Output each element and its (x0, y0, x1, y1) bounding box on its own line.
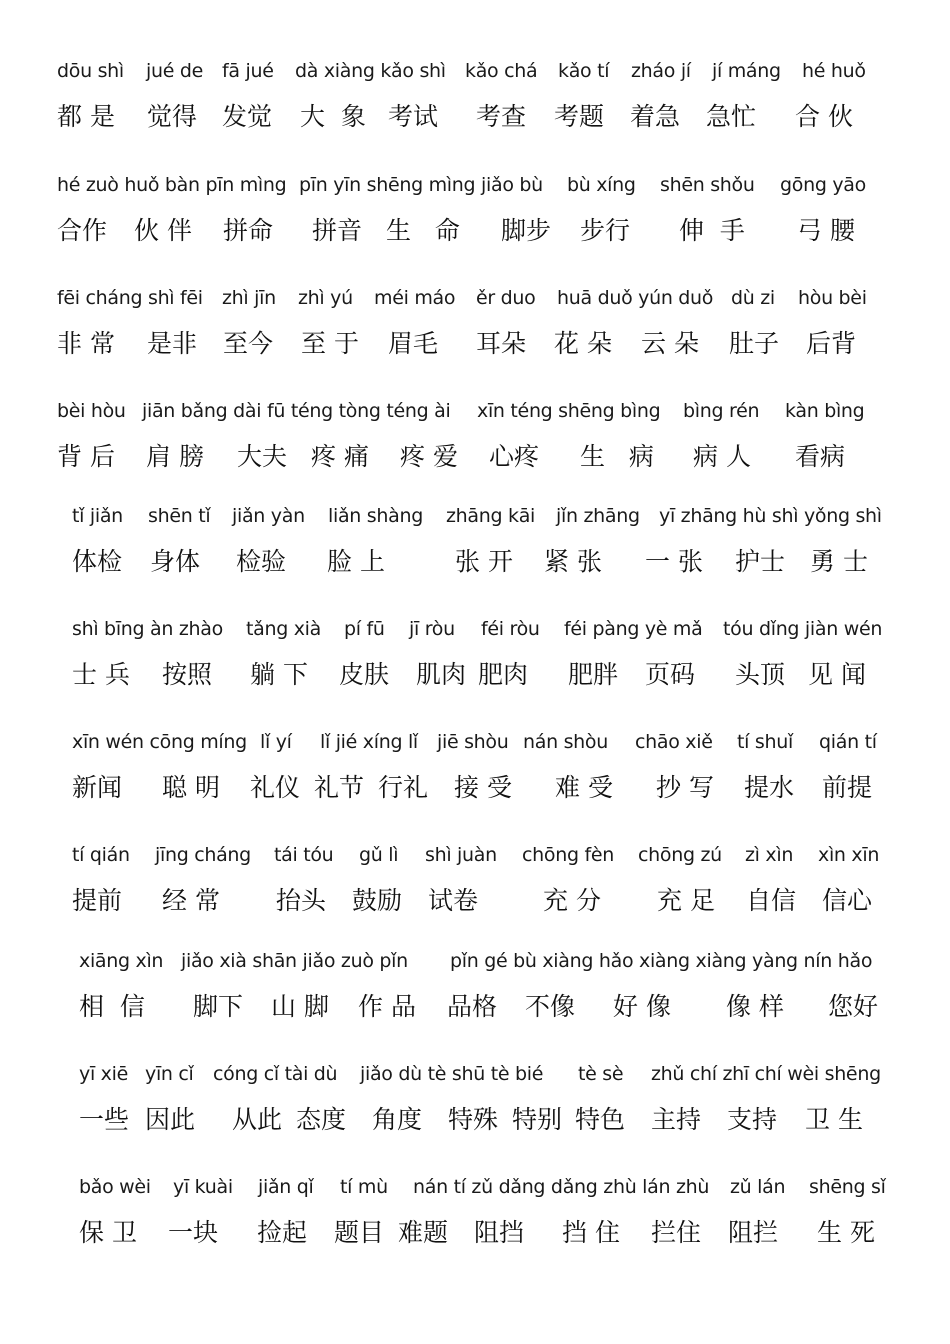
pinyin-text: gǔ lì (359, 844, 399, 866)
hanzi-word: 伸 手 (679, 216, 745, 245)
hanzi-word: 题目 (334, 1218, 385, 1247)
hanzi-word: 脚步 (501, 216, 552, 245)
word-row (0, 285, 950, 381)
pinyin-text: pīn yīn shēng mìng jiǎo bù (299, 174, 543, 196)
pinyin-text: zhǔ chí zhī chí wèi shēng (651, 1063, 881, 1085)
hanzi-word: 张 开 (455, 547, 513, 576)
pinyin-text: bǎo wèi (79, 1176, 151, 1198)
hanzi-word: 支持 (727, 1105, 778, 1134)
hanzi-word: 检验 (236, 547, 287, 576)
hanzi-word: 看病 (795, 442, 846, 471)
hanzi-word: 难题 (398, 1218, 449, 1247)
pinyin-text: féi pàng yè mǎ (564, 618, 703, 640)
hanzi-word: 礼仪 (250, 773, 301, 802)
hanzi-word: 卫 生 (805, 1105, 863, 1134)
hanzi-word: 身体 (150, 547, 201, 576)
hanzi-word: 肌肉 (416, 660, 467, 689)
pinyin-text: zì xìn (745, 844, 794, 866)
hanzi-word: 急忙 (706, 102, 757, 131)
hanzi-word: 态度 (296, 1105, 347, 1134)
hanzi-word: 难 受 (555, 773, 613, 802)
pinyin-text: yī zhāng hù shì yǒng shì (659, 505, 882, 527)
hanzi-word: 花 朵 (554, 329, 612, 358)
hanzi-word: 作 品 (358, 992, 416, 1021)
hanzi-word: 拦住 (651, 1218, 702, 1247)
pinyin-text: bìng rén (683, 400, 760, 422)
pinyin-text: méi máo (374, 287, 456, 309)
pinyin-text: pǐn gé bù xiàng hǎo xiàng xiàng yàng nín hǎo (450, 950, 873, 972)
hanzi-word: 生 死 (817, 1218, 875, 1247)
hanzi-word: 勇 士 (810, 547, 868, 576)
hanzi-word: 特别 (512, 1105, 563, 1134)
hanzi-word: 生 命 (386, 216, 460, 245)
pinyin-text: fā jué (222, 60, 274, 82)
hanzi-word: 疼 爱 (400, 442, 458, 471)
hanzi-word: 您好 (828, 992, 879, 1021)
pinyin-text: jué de (146, 60, 203, 82)
pinyin-text: qián tí (819, 731, 877, 753)
pinyin-text: shì bīng àn zhào (72, 618, 223, 640)
hanzi-word: 像 样 (726, 992, 784, 1021)
hanzi-word: 士 兵 (72, 660, 130, 689)
hanzi-word: 按照 (162, 660, 213, 689)
word-row (0, 948, 950, 1044)
pinyin-text: zǔ lán (730, 1176, 786, 1198)
pinyin-text: pí fū (344, 618, 385, 640)
hanzi-word: 考查 (476, 102, 527, 131)
pinyin-text: lǐ yí (260, 731, 292, 753)
hanzi-word: 捡起 (257, 1218, 308, 1247)
pinyin-text: tái tóu (274, 844, 334, 866)
pinyin-text: tí qián (72, 844, 130, 866)
hanzi-word: 因此 (145, 1105, 196, 1134)
hanzi-word: 伙 伴 (134, 216, 192, 245)
hanzi-word: 弓 腰 (797, 216, 855, 245)
pinyin-text: kǎo chá (465, 60, 538, 82)
hanzi-word: 考试 (388, 102, 439, 131)
hanzi-word: 自信 (746, 886, 797, 915)
word-row (0, 58, 950, 154)
hanzi-word: 前提 (822, 773, 873, 802)
pinyin-text: ěr duo (476, 287, 536, 309)
hanzi-word: 脚下 (193, 992, 244, 1021)
hanzi-word: 肩 膀 (146, 442, 204, 471)
hanzi-word: 至今 (223, 329, 274, 358)
pinyin-text: jīng cháng (155, 844, 251, 866)
pinyin-text: tí mù (340, 1176, 388, 1198)
hanzi-word: 生 病 (580, 442, 654, 471)
hanzi-word: 合作 (57, 216, 108, 245)
hanzi-word: 肚子 (729, 329, 780, 358)
word-row (0, 503, 950, 599)
word-row (0, 1061, 950, 1157)
pinyin-text: bèi hòu (57, 400, 126, 422)
pinyin-text: jiān bǎng dài fū téng tòng téng ài (142, 400, 451, 422)
hanzi-word: 都 是 (57, 102, 115, 131)
hanzi-word: 背 后 (57, 442, 115, 471)
pinyin-text: hòu bèi (798, 287, 867, 309)
word-row (0, 398, 950, 494)
hanzi-word: 皮肤 (339, 660, 390, 689)
pinyin-text: tǐ jiǎn (72, 505, 123, 527)
hanzi-word: 体检 (72, 547, 123, 576)
pinyin-text: zhāng kāi (446, 505, 536, 527)
hanzi-word: 抬头 (276, 886, 327, 915)
hanzi-word: 后背 (806, 329, 857, 358)
hanzi-word: 大夫 (237, 442, 288, 471)
word-row (0, 616, 950, 712)
pinyin-text: shēng sǐ (809, 1176, 886, 1198)
hanzi-word: 步行 (580, 216, 631, 245)
pinyin-text: jǐn zhāng (556, 505, 640, 527)
pinyin-text: jiǎo dù tè shū tè bié (360, 1063, 544, 1085)
hanzi-word: 着急 (630, 102, 681, 131)
hanzi-word: 礼节 (314, 773, 365, 802)
pinyin-text: bù xíng (567, 174, 636, 196)
hanzi-word: 是非 (147, 329, 198, 358)
pinyin-text: jī ròu (409, 618, 455, 640)
pinyin-text: yī xiē (79, 1063, 128, 1085)
pinyin-text: shēn tǐ (148, 505, 211, 527)
hanzi-word: 充 足 (657, 886, 715, 915)
hanzi-word: 护士 (735, 547, 786, 576)
pinyin-text: jiǎn qǐ (258, 1176, 314, 1198)
pinyin-text: gōng yāo (780, 174, 866, 196)
hanzi-word: 阻拦 (728, 1218, 779, 1247)
pinyin-text: tǎng xià (246, 618, 322, 640)
pinyin-text: cóng cǐ tài dù (213, 1063, 338, 1085)
pinyin-text: tí shuǐ (737, 731, 793, 753)
hanzi-word: 阻挡 (474, 1218, 525, 1247)
pinyin-text: chōng zú (638, 844, 722, 866)
hanzi-word: 头顶 (735, 660, 786, 689)
hanzi-word: 见 闻 (808, 660, 866, 689)
hanzi-word: 考题 (554, 102, 605, 131)
pinyin-text: yī kuài (173, 1176, 233, 1198)
hanzi-word: 角度 (372, 1105, 423, 1134)
hanzi-word: 挡 住 (562, 1218, 620, 1247)
pinyin-text: tè sè (578, 1063, 624, 1085)
pinyin-text: dù zi (731, 287, 775, 309)
pinyin-text: hé huǒ (802, 60, 866, 82)
word-row (0, 729, 950, 825)
pinyin-text: shì juàn (425, 844, 497, 866)
hanzi-word: 行礼 (378, 773, 429, 802)
hanzi-word: 肥胖 (568, 660, 619, 689)
hanzi-word: 新闻 (72, 773, 123, 802)
pinyin-text: fēi cháng shì fēi (57, 287, 203, 309)
hanzi-word: 躺 下 (250, 660, 308, 689)
pinyin-text: nán tí zǔ dǎng dǎng zhù lán zhù (413, 1176, 710, 1198)
pinyin-text: lǐ jié xíng lǐ (320, 731, 418, 753)
hanzi-word: 紧 张 (544, 547, 602, 576)
hanzi-word: 云 朵 (641, 329, 699, 358)
pinyin-text: tóu dǐng jiàn wén (723, 618, 883, 640)
pinyin-text: zháo jí (631, 60, 691, 82)
word-row (0, 842, 950, 938)
pinyin-text: zhì jīn (222, 287, 276, 309)
hanzi-word: 病 人 (693, 442, 751, 471)
hanzi-word: 非 常 (57, 329, 115, 358)
pinyin-text: xīn wén cōng míng (72, 731, 247, 753)
hanzi-word: 拼命 (223, 216, 274, 245)
hanzi-word: 相 信 (79, 992, 145, 1021)
hanzi-word: 抄 写 (656, 773, 714, 802)
pinyin-text: féi ròu (481, 618, 540, 640)
pinyin-text: jiǎn yàn (232, 505, 305, 527)
pinyin-text: dà xiàng kǎo shì (295, 60, 446, 82)
pinyin-text: xīn téng shēng bìng (477, 400, 661, 422)
hanzi-word: 脸 上 (327, 547, 385, 576)
hanzi-word: 合 伙 (795, 102, 853, 131)
pinyin-text: chāo xiě (635, 731, 713, 753)
pinyin-text: hé zuò huǒ bàn pīn mìng (57, 174, 287, 196)
pinyin-text: xiāng xìn (79, 950, 164, 972)
hanzi-word: 保 卫 (79, 1218, 137, 1247)
hanzi-word: 信心 (822, 886, 873, 915)
hanzi-word: 至 于 (301, 329, 359, 358)
hanzi-word: 一些 (79, 1105, 130, 1134)
pinyin-text: liǎn shàng (328, 505, 423, 527)
hanzi-word: 试卷 (428, 886, 479, 915)
pinyin-text: zhì yú (298, 287, 353, 309)
hanzi-word: 觉得 (147, 102, 198, 131)
pinyin-text: dōu shì (57, 60, 124, 82)
hanzi-word: 聪 明 (162, 773, 220, 802)
hanzi-word: 主持 (651, 1105, 702, 1134)
pinyin-text: yīn cǐ (145, 1063, 194, 1085)
pinyin-text: kǎo tí (558, 60, 610, 82)
hanzi-word: 从此 (232, 1105, 283, 1134)
hanzi-word: 山 脚 (271, 992, 329, 1021)
hanzi-word: 特色 (575, 1105, 626, 1134)
hanzi-word: 一 张 (645, 547, 703, 576)
hanzi-word: 提水 (744, 773, 795, 802)
pinyin-text: kàn bìng (785, 400, 865, 422)
hanzi-word: 提前 (72, 886, 123, 915)
hanzi-word: 鼓励 (352, 886, 403, 915)
hanzi-word: 眉毛 (388, 329, 439, 358)
hanzi-word: 肥肉 (478, 660, 529, 689)
hanzi-word: 页码 (645, 660, 696, 689)
pinyin-text: nán shòu (523, 731, 608, 753)
word-row (0, 172, 950, 268)
hanzi-word: 耳朵 (476, 329, 527, 358)
hanzi-word: 接 受 (454, 773, 512, 802)
hanzi-word: 一块 (168, 1218, 219, 1247)
pinyin-text: chōng fèn (522, 844, 614, 866)
hanzi-word: 大 象 (300, 102, 366, 131)
hanzi-word: 心疼 (489, 442, 540, 471)
word-row (0, 1174, 950, 1270)
pinyin-text: jiǎo xià shān jiǎo zuò pǐn (181, 950, 408, 972)
hanzi-word: 充 分 (543, 886, 601, 915)
hanzi-word: 好 像 (613, 992, 671, 1021)
pinyin-text: xìn xīn (818, 844, 880, 866)
hanzi-word: 疼 痛 (311, 442, 369, 471)
hanzi-word: 发觉 (222, 102, 273, 131)
pinyin-text: huā duǒ yún duǒ (557, 287, 714, 309)
hanzi-word: 不像 (525, 992, 576, 1021)
hanzi-word: 特殊 (448, 1105, 499, 1134)
pinyin-text: jí máng (712, 60, 781, 82)
pinyin-text: jiē shòu (437, 731, 509, 753)
hanzi-word: 经 常 (162, 886, 220, 915)
hanzi-word: 品格 (447, 992, 498, 1021)
pinyin-text: shēn shǒu (660, 174, 755, 196)
hanzi-word: 拼音 (312, 216, 363, 245)
